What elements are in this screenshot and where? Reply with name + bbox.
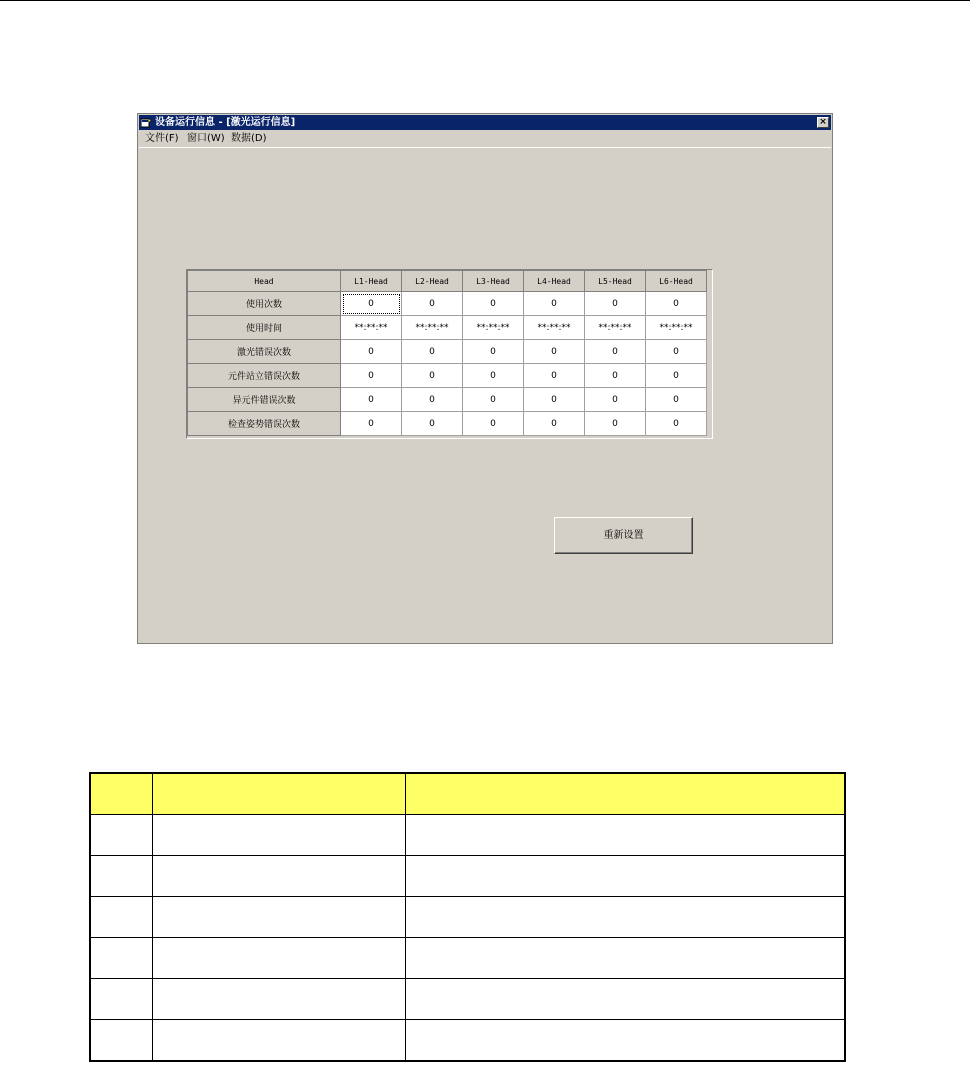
doc-table-cell — [90, 897, 153, 938]
grid-cell[interactable]: **:**:** — [524, 316, 585, 340]
menu-data[interactable]: 数据(D) — [231, 133, 267, 144]
grid-cell[interactable]: 0 — [463, 292, 524, 316]
grid-cell[interactable]: 0 — [646, 292, 707, 316]
grid-corner-header: Head — [188, 271, 341, 292]
doc-table-cell — [405, 815, 845, 856]
grid-cell[interactable]: 0 — [524, 364, 585, 388]
doc-table-cell — [405, 979, 845, 1020]
grid-cell[interactable]: **:**:** — [402, 316, 463, 340]
doc-table-row — [90, 1020, 845, 1062]
title-bar[interactable] — [139, 115, 831, 130]
grid-cell[interactable]: 0 — [341, 364, 402, 388]
grid-row-header[interactable]: 元件站立错误次数 — [188, 364, 341, 388]
grid-col-header[interactable]: L3-Head — [463, 271, 524, 292]
grid-row-header[interactable]: 使用次数 — [188, 292, 341, 316]
doc-table-cell — [153, 815, 405, 856]
grid-cell[interactable]: 0 — [585, 340, 646, 364]
window-title: 设备运行信息 - [激光运行信息] — [155, 117, 296, 128]
grid-cell[interactable]: 0 — [463, 340, 524, 364]
doc-table-cell — [405, 856, 845, 897]
doc-table-row — [90, 897, 845, 938]
grid-col-header[interactable]: L2-Head — [402, 271, 463, 292]
grid-cell[interactable]: 0 — [341, 388, 402, 412]
grid-row-header[interactable]: 激光错误次数 — [188, 340, 341, 364]
top-rule — [0, 0, 970, 1]
grid-col-header[interactable]: L1-Head — [341, 271, 402, 292]
doc-table-row — [90, 815, 845, 856]
grid-row-header[interactable]: 使用时间 — [188, 316, 341, 340]
doc-table-cell — [405, 897, 845, 938]
doc-table-cell — [90, 1020, 153, 1062]
doc-table-header-cell — [405, 773, 845, 815]
grid-header-row — [188, 271, 707, 292]
grid-cell[interactable]: 0 — [463, 364, 524, 388]
grid-cell[interactable]: 0 — [524, 412, 585, 436]
grid-cell[interactable]: 0 — [646, 388, 707, 412]
grid-row-standing-errors — [188, 364, 707, 388]
doc-table-cell — [153, 897, 405, 938]
grid-cell[interactable]: **:**:** — [646, 316, 707, 340]
grid-row-posture-errors — [188, 412, 707, 436]
grid-cell[interactable]: 0 — [585, 412, 646, 436]
grid-row-laser-errors — [188, 340, 707, 364]
grid-cell[interactable]: 0 — [524, 292, 585, 316]
menu-bar — [139, 130, 831, 148]
doc-table-header-cell — [90, 773, 153, 815]
app-icon — [141, 117, 152, 128]
doc-table-header-cell — [153, 773, 405, 815]
reset-button[interactable]: 重新设置 — [554, 517, 693, 554]
doc-table-row — [90, 856, 845, 897]
grid-cell[interactable]: 0 — [646, 412, 707, 436]
doc-table-cell — [153, 1020, 405, 1062]
menu-window[interactable]: 窗口(W) — [187, 133, 225, 144]
grid-row-usage-time — [188, 316, 707, 340]
doc-table-cell — [90, 938, 153, 979]
grid-cell[interactable]: **:**:** — [341, 316, 402, 340]
doc-table-cell — [405, 1020, 845, 1062]
grid-cell[interactable]: 0 — [585, 292, 646, 316]
doc-table-cell — [153, 938, 405, 979]
grid-row-foreign-part-errors — [188, 388, 707, 412]
doc-table-cell — [153, 856, 405, 897]
doc-table-cell — [153, 979, 405, 1020]
grid-cell[interactable]: 0 — [402, 292, 463, 316]
doc-table-cell — [90, 979, 153, 1020]
grid-cell[interactable]: 0 — [341, 340, 402, 364]
doc-table-header-row — [90, 773, 845, 815]
grid-cell[interactable]: 0 — [585, 388, 646, 412]
doc-table-cell — [90, 856, 153, 897]
grid-col-header[interactable]: L4-Head — [524, 271, 585, 292]
grid-cell[interactable]: 0 — [341, 412, 402, 436]
grid-cell[interactable]: 0 — [646, 340, 707, 364]
grid-col-header[interactable]: L5-Head — [585, 271, 646, 292]
grid-cell[interactable]: 0 — [524, 388, 585, 412]
grid-cell[interactable]: 0 — [402, 412, 463, 436]
grid-cell[interactable]: 0 — [402, 388, 463, 412]
grid-row-usage-count — [188, 292, 707, 316]
grid-col-header[interactable]: L6-Head — [646, 271, 707, 292]
grid-cell[interactable]: 0 — [463, 388, 524, 412]
menu-file[interactable]: 文件(F) — [145, 133, 179, 144]
grid-cell[interactable]: 0 — [463, 412, 524, 436]
app-window — [137, 113, 833, 644]
doc-table-row — [90, 979, 845, 1020]
document-table — [89, 772, 846, 1062]
grid-cell[interactable]: 0 — [402, 364, 463, 388]
grid-cell[interactable]: **:**:** — [463, 316, 524, 340]
head-info-grid — [187, 270, 707, 436]
grid-cell[interactable]: **:**:** — [585, 316, 646, 340]
doc-table-row — [90, 938, 845, 979]
grid-cell[interactable]: 0 — [524, 340, 585, 364]
grid-row-header[interactable]: 异元件错误次数 — [188, 388, 341, 412]
grid-cell[interactable]: 0 — [341, 292, 402, 316]
doc-table-cell — [90, 815, 153, 856]
grid-cell[interactable]: 0 — [585, 364, 646, 388]
doc-table-cell — [405, 938, 845, 979]
grid-cell[interactable]: 0 — [402, 340, 463, 364]
grid-row-header[interactable]: 检查姿势错误次数 — [188, 412, 341, 436]
close-button[interactable]: × — [817, 117, 829, 128]
grid-cell[interactable]: 0 — [646, 364, 707, 388]
